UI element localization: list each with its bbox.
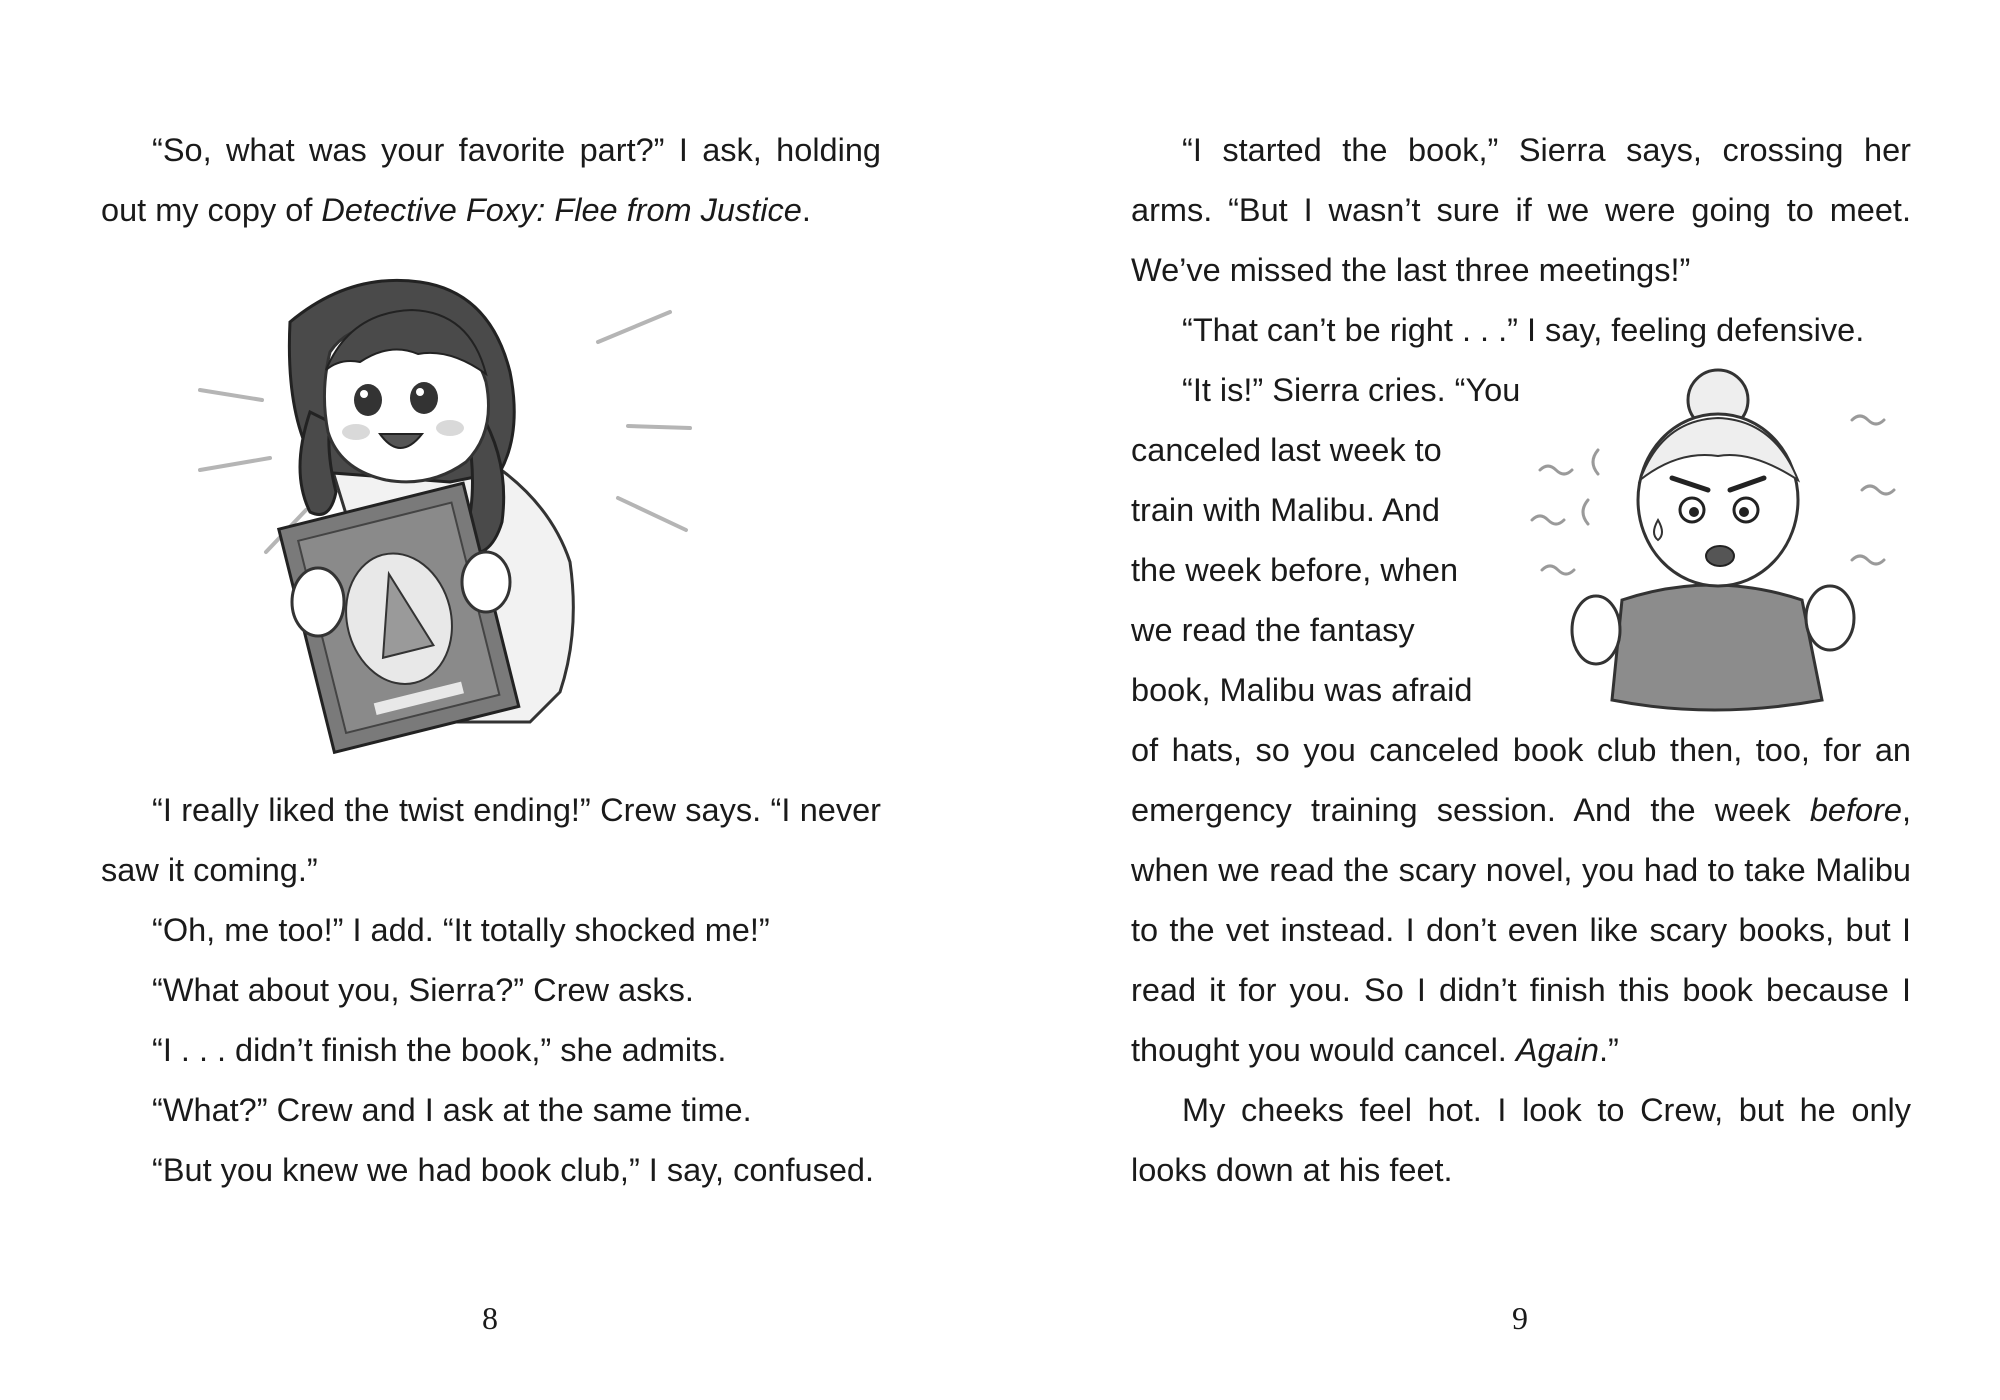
- wrap-line: the week before, when: [1131, 552, 1459, 588]
- paragraph: “But you knew we had book club,” I say, confused.: [152, 1152, 875, 1188]
- right-top-text: [1131, 120, 1911, 360]
- paragraph: “I really liked the twist ending!” Crew says. “I never saw it coming.”: [101, 792, 881, 888]
- left-bottom-text: [101, 780, 881, 1200]
- emphasis: Again: [1515, 1032, 1599, 1068]
- right-page: [1000, 0, 2000, 1400]
- wrap-line: book, Malibu was afraid: [1131, 672, 1473, 708]
- emphasis: before: [1809, 792, 1902, 828]
- paragraph: “That can’t be right . . .” I say, feeling defensive.: [1182, 312, 1865, 348]
- wrap-line: we read the fantasy: [1131, 612, 1415, 648]
- paragraph: “What about you, Sierra?” Crew asks.: [152, 972, 694, 1008]
- paragraph: “What?” Crew and I ask at the same time.: [152, 1092, 752, 1128]
- page-number: 8: [482, 1300, 498, 1336]
- right-bottom-text: [1131, 720, 1911, 1200]
- paragraph: of hats, so you canceled book club then, too, for an emergency training session. And the week before, when we read the scary novel, you had to take Malibu to the vet instead. I don’t even like scary books, but I read it for you. So I didn’t finish this book because I thought you would cancel. Again.”: [1131, 732, 1911, 1068]
- paragraph: “I . . . didn’t finish the book,” she admits.: [152, 1032, 727, 1068]
- left-top-text: [101, 120, 881, 240]
- wrap-line: canceled last week to: [1131, 432, 1442, 468]
- sierra-upset-illustration: [1512, 360, 1932, 730]
- girl-holding-book-illustration: [150, 262, 790, 762]
- paragraph: “So, what was your favorite part?” I ask, holding out my copy of Detective Foxy: Flee from Justice.: [101, 132, 881, 228]
- wrap-line: train with Malibu. And: [1131, 492, 1440, 528]
- wrapped-text: [1131, 360, 1531, 720]
- paragraph: My cheeks feel hot. I look to Crew, but he only looks down at his feet.: [1131, 1092, 1911, 1188]
- wrap-line: “It is!” Sierra cries. “You: [1182, 372, 1521, 408]
- book-title: Detective Foxy: Flee from Justice: [321, 192, 802, 228]
- page-number: 9: [1512, 1300, 1528, 1336]
- paragraph: “I started the book,” Sierra says, crossing her arms. “But I wasn’t sure if we were going to meet. We’ve missed the last three meetings!”: [1131, 132, 1911, 288]
- paragraph: “Oh, me too!” I add. “It totally shocked me!”: [152, 912, 770, 948]
